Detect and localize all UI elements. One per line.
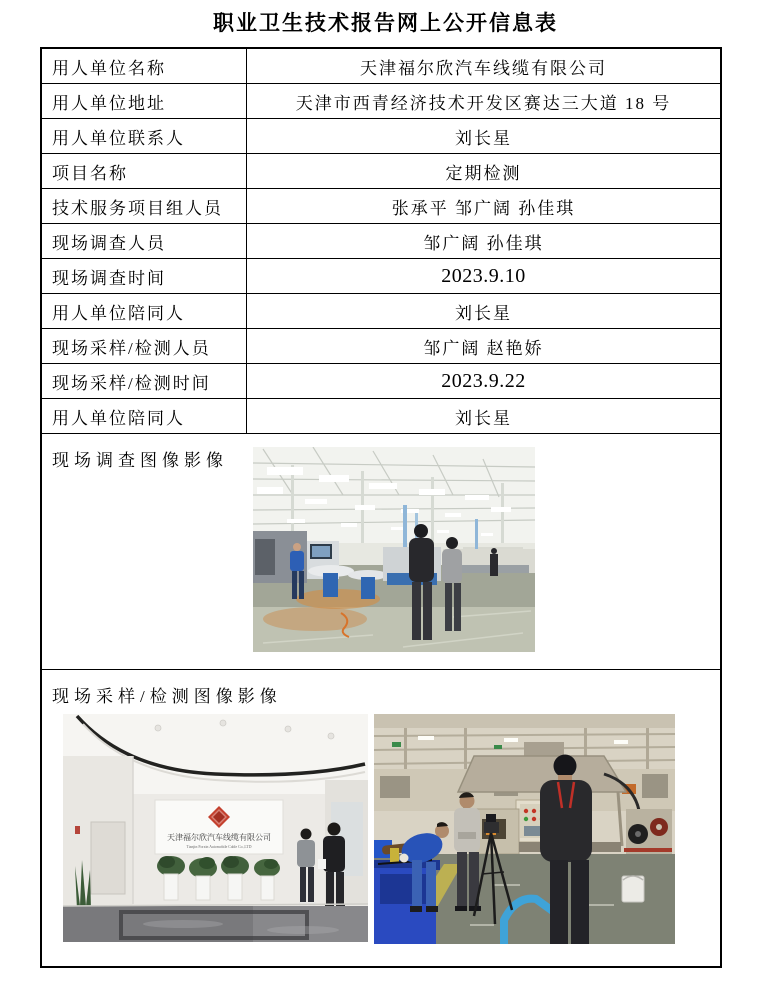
survey-photo-section-label: 现场调查图像影像	[52, 451, 228, 470]
lobby-sign-subtext: Tianjin Forxin Automobile Cable Co.,LTD	[186, 845, 252, 849]
row-value: 定期检测	[246, 154, 720, 188]
page-title: 职业卫生技术报告网上公开信息表	[213, 11, 558, 35]
row-value: 邹广阔 孙佳琪	[246, 224, 720, 258]
table-row	[42, 364, 720, 399]
sampling-inspection-photo	[374, 714, 675, 944]
row-label: 现场采样/检测人员	[52, 338, 211, 358]
table-row	[42, 399, 720, 434]
row-label: 用人单位名称	[52, 58, 166, 78]
worker-blue	[290, 543, 304, 599]
table-row	[42, 259, 720, 294]
row-value: 刘长星	[246, 294, 720, 328]
row-value-date: 2023.9.10	[246, 259, 720, 293]
info-table	[40, 47, 722, 968]
factory-survey-photo	[253, 447, 535, 652]
table-row	[42, 294, 720, 329]
table-row	[42, 154, 720, 189]
row-label: 现场调查时间	[52, 268, 166, 288]
row-label: 用人单位陪同人	[52, 408, 185, 428]
row-label: 项目名称	[52, 163, 128, 183]
row-value: 天津市西青经济技术开发区赛达三大道 18 号	[246, 84, 720, 118]
sampling-photo-section-label: 现场采样/检测图像影像	[52, 687, 282, 706]
lobby-sign-text: 天津福尔欣汽车线缆有限公司	[167, 833, 271, 842]
row-label: 现场采样/检测时间	[52, 373, 211, 393]
row-label: 现场调查人员	[52, 233, 166, 253]
table-row	[42, 224, 720, 259]
row-label: 用人单位地址	[52, 93, 166, 113]
visitor-gray	[442, 537, 462, 631]
row-label: 技术服务项目组人员	[52, 198, 223, 218]
table-row	[42, 49, 720, 84]
row-value: 天津福尔欣汽车线缆有限公司	[246, 49, 720, 83]
company-lobby-photo	[63, 714, 368, 942]
row-value: 张承平 邹广阔 孙佳琪	[246, 189, 720, 223]
row-value-date: 2023.9.22	[246, 364, 720, 398]
table-row	[42, 329, 720, 364]
survey-photo-section	[42, 434, 720, 670]
row-label: 用人单位陪同人	[52, 303, 185, 323]
bucket	[622, 876, 644, 902]
sampling-photo-section	[42, 670, 720, 966]
row-label: 用人单位联系人	[52, 128, 185, 148]
row-value: 邹广阔 赵艳娇	[246, 329, 720, 363]
table-row	[42, 119, 720, 154]
table-row	[42, 84, 720, 119]
row-value: 刘长星	[246, 119, 720, 153]
row-value: 刘长星	[246, 399, 720, 433]
table-row	[42, 189, 720, 224]
